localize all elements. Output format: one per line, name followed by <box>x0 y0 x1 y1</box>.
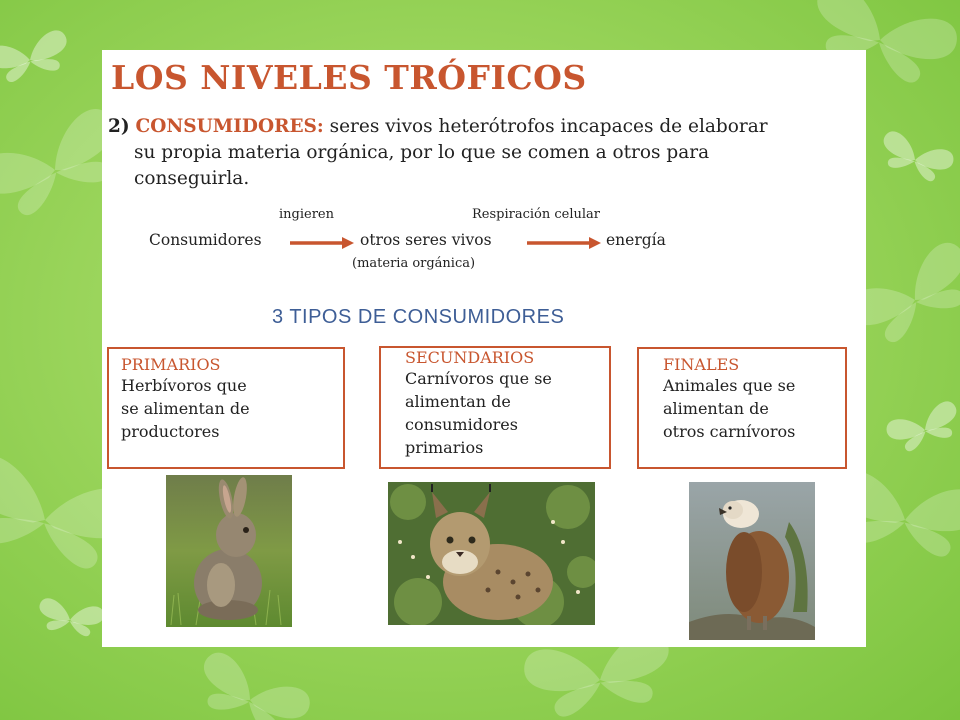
rabbit-photo <box>166 475 292 627</box>
flow-middle-note: (materia orgánica) <box>352 256 476 271</box>
arrow-label-ingieren: ingieren <box>279 207 334 222</box>
vulture-photo <box>689 482 815 640</box>
type-box-secundarios <box>379 346 611 469</box>
consumers-definition <box>108 114 856 192</box>
term-consumidores: CONSUMIDORES: <box>135 116 324 137</box>
item-number: 2) <box>108 116 130 137</box>
type-line: Animales que se <box>663 376 796 395</box>
type-line: otros carnívoros <box>663 422 796 441</box>
slide-title: LOS NIVELES TRÓFICOS <box>111 58 587 97</box>
type-box-primarios <box>107 347 345 469</box>
definition-line-3: conseguirla. <box>134 168 250 189</box>
type-title: FINALES <box>663 355 740 374</box>
type-line: alimentan de <box>663 399 769 418</box>
type-line: Herbívoros que <box>121 376 247 395</box>
type-line: alimentan de <box>405 392 511 411</box>
type-line: productores <box>121 422 220 441</box>
arrow-right-icon <box>527 236 601 250</box>
flow-end: energía <box>606 231 666 249</box>
type-line: se alimentan de <box>121 399 250 418</box>
definition-line-2: su propia materia orgánica, por lo que se comen a otros para <box>134 142 710 163</box>
type-line: Carnívoros que se <box>405 369 552 388</box>
type-title: PRIMARIOS <box>121 355 221 374</box>
slide-panel <box>102 50 866 647</box>
type-line: consumidores <box>405 415 518 434</box>
lynx-photo <box>388 482 595 625</box>
arrow-right-icon <box>290 236 354 250</box>
types-heading: 3 TIPOS DE CONSUMIDORES <box>272 306 565 328</box>
type-line: primarios <box>405 438 484 457</box>
flow-middle: otros seres vivos <box>360 231 492 249</box>
flow-start: Consumidores <box>149 231 262 249</box>
definition-line-1: seres vivos heterótrofos incapaces de elaborar <box>323 116 768 137</box>
arrow-label-respiracion: Respiración celular <box>472 207 600 222</box>
type-box-finales <box>637 347 847 469</box>
type-title: SECUNDARIOS <box>405 348 535 367</box>
